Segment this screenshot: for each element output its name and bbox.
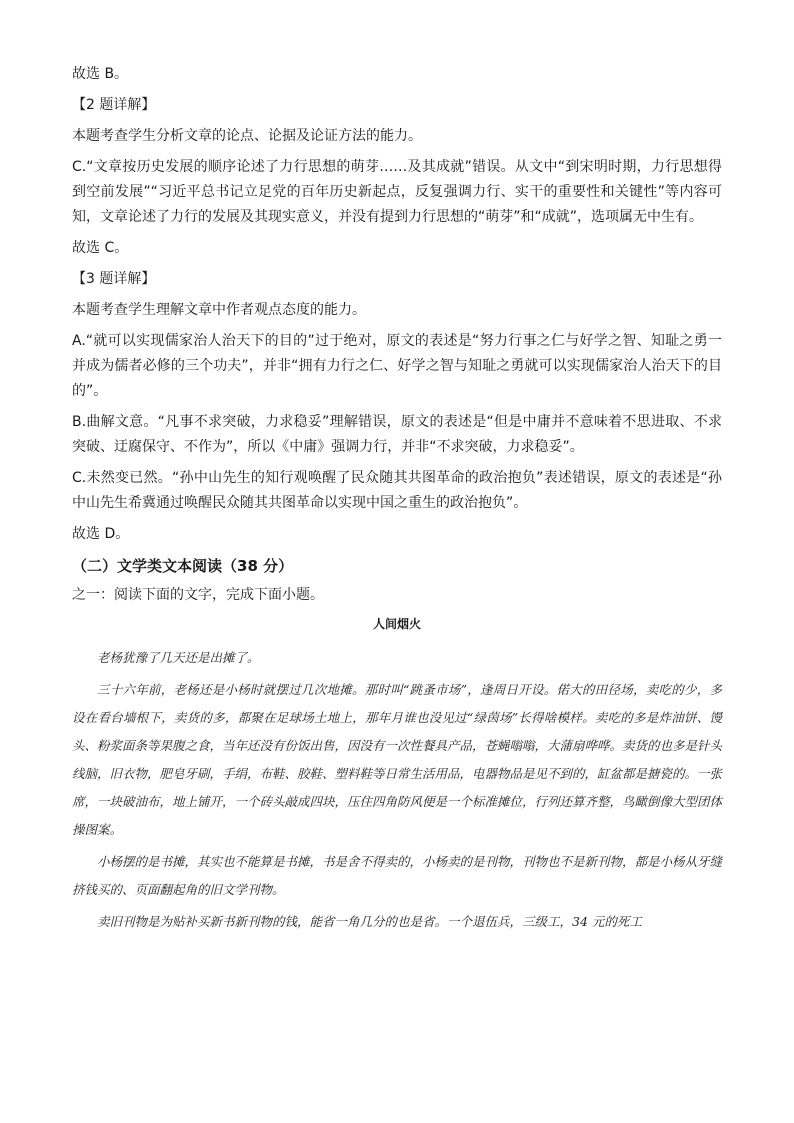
story-paragraph: 卖旧刊物是为贴补买新书新刊物的钱，能省一角几分的也是省。一个退伍兵，三级工，34 元的死工	[97, 914, 642, 929]
answer-line: 【3 题详解】	[72, 271, 156, 287]
story-paragraph: 老杨犹豫了几天还是出摊了。	[97, 650, 260, 665]
answer-line: C.“文章按历史发展的顺序论述了力行思想的萌芽……及其成就”错误。从文中“到宋明时期，力行思想得到空前发展”“习近平总书记立足党的百年历史新起点，反复强调力行、实干的重要性和关键性”等内容可知，文章论述了力行的发展及其现实意义，并没有提到力行思想的“萌芽”和“成就”，选项属无中生有。	[72, 159, 722, 225]
answer-line: 故选 B。	[72, 66, 129, 82]
answer-line: 本题考查学生分析文章的论点、论据及论证方法的能力。	[72, 128, 422, 144]
document-content	[72, 62, 722, 940]
answer-line: 本题考查学生理解文章中作者观点态度的能力。	[72, 302, 366, 318]
answer-line: A.“就可以实现儒家治人治天下的目的”过于绝对，原文的表述是“努力行事之仁与好学之智、知耻之勇一并成为儒者必修的三个功夫”，并非“拥有力行之仁、好学之智与知耻之勇就可以实现儒家治人治天下的目的”。	[72, 333, 722, 399]
answer-line: 【2 题详解】	[72, 97, 156, 113]
answer-line: 故选 D。	[72, 526, 130, 542]
answer-line: C.未然变已然。“孙中山先生的知行观唤醒了民众随其共图革命的政治抱负”表述错误，原文的表述是“孙中山先生希冀通过唤醒民众随其共图革命以实现中国之重生的政治抱负”。	[72, 470, 722, 511]
story-body	[72, 644, 722, 936]
story-paragraph: 三十六年前，老杨还是小杨时就摆过几次地摊。那时叫“跳蚤市场”，逢周日开设。偌大的田径场，卖吃的少，多设在看台墙根下，卖货的多，都聚在足球场土地上，那年月谁也没见过“绿茵场”长得啥模样。卖吃的多是炸油饼、馒头、粉浆面条等果腹之食，当年还没有份饭出售，因没有一次性餐具产品，苍蝇嗡嗡，大蒲扇哗哗。卖货的也多是针头线脑，旧衣物，肥皂牙刷，手绢，布鞋、胶鞋、塑料鞋等日常生活用品，电器物品是见不到的，缸盆都是搪瓷的。一张席，一块破油布，地上铺开，一个砖头敲成四块，压住四角防风便是一个标准摊位，行列还算齐整，鸟瞰倒像大型团体操图案。	[72, 682, 723, 837]
answer-explanations	[72, 62, 722, 547]
reading-instruction: 之一：阅读下面的文字，完成下面小题。	[72, 587, 324, 603]
answer-line: B.曲解文意。“凡事不求突破，力求稳妥”理解错误，原文的表述是“但是中庸并不意味着不思进取、不求突破、迂腐保守、不作为”，所以《中庸》强调力行，并非“不求突破，力求稳妥”。	[72, 414, 722, 455]
story-title: 人间烟火	[372, 617, 421, 631]
story-paragraph: 小杨摆的是书摊，其实也不能算是书摊，书是舍不得卖的，小杨卖的是刊物，刊物也不是新刊物，都是小杨从牙缝挤钱买的、页面翻起角的旧文学刊物。	[72, 854, 723, 897]
section-heading: （二）文学类文本阅读（38 分）	[72, 557, 294, 575]
answer-line: 故选 C。	[72, 240, 129, 256]
